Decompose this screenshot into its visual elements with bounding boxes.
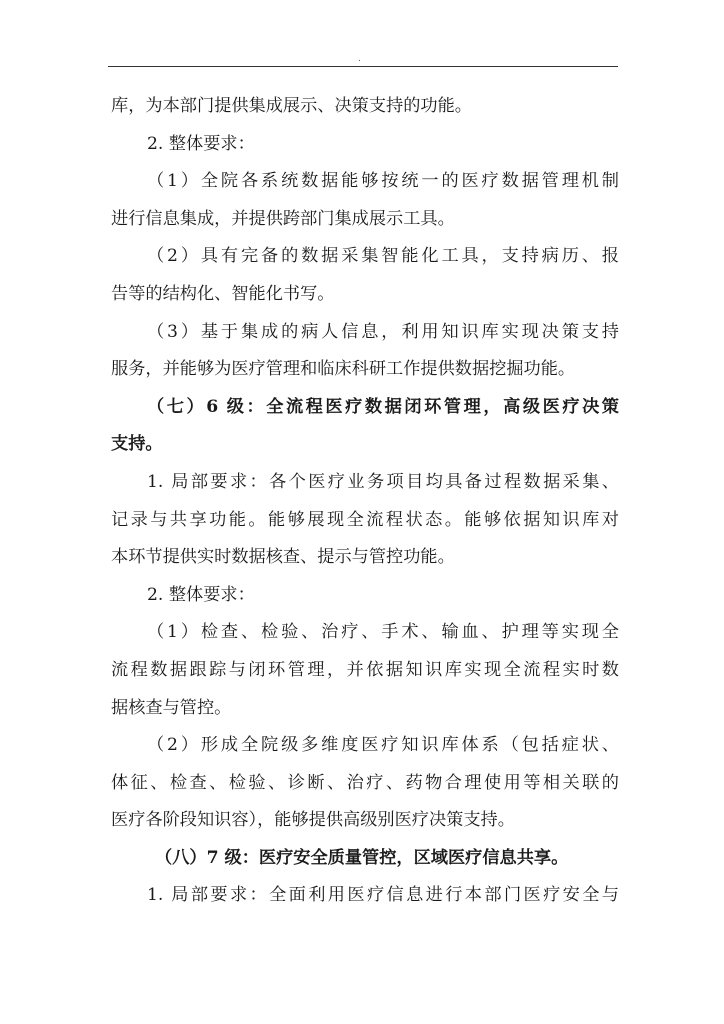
text-line: 告等的结构化、智能化书写。 [111,283,335,304]
text-line: 体征、检查、检验、诊断、治疗、药物合理使用等相关联的 [111,772,619,793]
text-line: （2）形成全院级多维度医疗知识库体系（包括症状、 [147,735,619,756]
text-line: 据核查与管控。 [111,697,232,718]
text-line: 流程数据跟踪与闭环管理，并依据知识库实现全流程实时数 [111,659,619,680]
section-heading-line: （七）6 级：全流程医疗数据闭环管理，高级医疗决策 [147,396,619,417]
text-line: （3）基于集成的病人信息，利用知识库实现决策支持 [147,321,619,342]
text-line: 记录与共享功能。能够展现全流程状态。能够依据知识库对 [111,509,619,530]
text-line: （2）具有完备的数据采集智能化工具，支持病历、报 [147,246,619,267]
document-body [111,88,619,915]
text-line: 进行信息集成，并提供跨部门集成展示工具。 [111,208,455,229]
section-heading-line: （八）7 级：医疗安全质量管控，区域医疗信息共享。 [155,847,569,868]
text-line: 1. 局部要求：各个医疗业务项目均具备过程数据采集、 [147,471,619,492]
header-mark: . [358,54,361,64]
text-line: 2. 整体要求： [147,584,255,605]
text-line: 服务，并能够为医疗管理和临床科研工作提供数据挖掘功能。 [111,359,576,380]
text-line: （1）检查、检验、治疗、手术、输血、护理等实现全 [147,622,619,643]
text-line: 本环节提供实时数据核查、提示与管控功能。 [111,547,455,568]
header-rule [108,66,618,67]
section-heading-line: 支持。 [111,434,163,455]
text-line: 库，为本部门提供集成展示、决策支持的功能。 [111,96,472,116]
text-line: 1. 局部要求：全面利用医疗信息进行本部门医疗安全与 [147,885,619,906]
text-line: （1）全院各系统数据能够按统一的医疗数据管理机制 [147,171,619,192]
text-line: 医疗各阶段知识容），能够提供高级别医疗决策支持。 [111,810,515,831]
text-line: 2. 整体要求： [147,133,255,154]
